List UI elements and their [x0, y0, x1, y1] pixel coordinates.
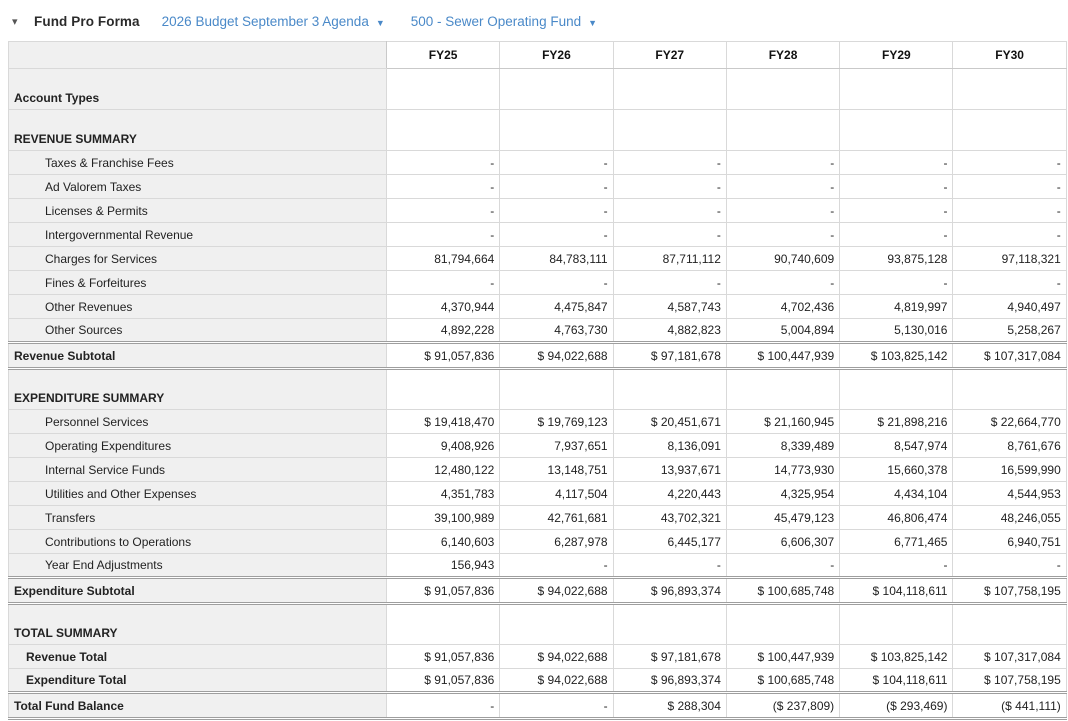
cell-value: $ 94,022,688 — [500, 645, 613, 669]
cell-value: - — [953, 223, 1066, 247]
cell-value: 42,761,681 — [500, 506, 613, 530]
cell-value: - — [387, 223, 500, 247]
row-label: TOTAL SUMMARY — [9, 604, 387, 645]
table-row — [9, 530, 1067, 554]
row-label: Other Sources — [9, 319, 387, 343]
cell-value — [500, 604, 613, 645]
cell-value: $ 103,825,142 — [840, 645, 953, 669]
cell-value: 4,702,436 — [726, 295, 839, 319]
cell-value: $ 100,447,939 — [726, 645, 839, 669]
column-header-fy27: FY27 — [613, 42, 726, 69]
cell-value: 4,220,443 — [613, 482, 726, 506]
cell-value: $ 96,893,374 — [613, 669, 726, 693]
cell-value: 4,892,228 — [387, 319, 500, 343]
table-row — [9, 110, 1067, 151]
collapse-section-icon[interactable]: ▾ — [12, 16, 18, 28]
table-row — [9, 434, 1067, 458]
cell-value: - — [387, 271, 500, 295]
cell-value: $ 21,898,216 — [840, 410, 953, 434]
cell-value: 4,940,497 — [953, 295, 1066, 319]
row-label: Year End Adjustments — [9, 554, 387, 578]
row-label: Expenditure Total — [9, 669, 387, 693]
cell-value: - — [500, 554, 613, 578]
cell-value — [726, 110, 839, 151]
cell-value: - — [387, 175, 500, 199]
cell-value — [840, 110, 953, 151]
cell-value: - — [953, 151, 1066, 175]
cell-value: $ 100,685,748 — [726, 578, 839, 604]
row-label: Taxes & Franchise Fees — [9, 151, 387, 175]
cell-value: $ 91,057,836 — [387, 343, 500, 369]
column-header-fy30: FY30 — [953, 42, 1066, 69]
table-row — [9, 458, 1067, 482]
cell-value: 4,475,847 — [500, 295, 613, 319]
table-row — [9, 482, 1067, 506]
table-row — [9, 343, 1067, 369]
cell-value: - — [953, 554, 1066, 578]
cell-value: $ 96,893,374 — [613, 578, 726, 604]
cell-value: 4,819,997 — [840, 295, 953, 319]
cell-value — [953, 369, 1066, 410]
cell-value: 16,599,990 — [953, 458, 1066, 482]
table-row — [9, 506, 1067, 530]
cell-value: 13,937,671 — [613, 458, 726, 482]
row-label: Other Revenues — [9, 295, 387, 319]
cell-value: 4,587,743 — [613, 295, 726, 319]
cell-value: $ 22,664,770 — [953, 410, 1066, 434]
cell-value: - — [500, 151, 613, 175]
cell-value — [613, 604, 726, 645]
cell-value: $ 104,118,611 — [840, 669, 953, 693]
cell-value: $ 91,057,836 — [387, 669, 500, 693]
cell-value: 156,943 — [387, 554, 500, 578]
cell-value: - — [500, 271, 613, 295]
cell-value: 5,130,016 — [840, 319, 953, 343]
row-label: REVENUE SUMMARY — [9, 110, 387, 151]
cell-value — [953, 604, 1066, 645]
cell-value — [387, 369, 500, 410]
cell-value: 46,806,474 — [840, 506, 953, 530]
cell-value: - — [953, 175, 1066, 199]
cell-value: - — [953, 271, 1066, 295]
cell-value: - — [953, 199, 1066, 223]
cell-value: $ 107,758,195 — [953, 578, 1066, 604]
cell-value: 14,773,930 — [726, 458, 839, 482]
cell-value — [953, 110, 1066, 151]
column-header-fy26: FY26 — [500, 42, 613, 69]
cell-value: ($ 237,809) — [726, 693, 839, 719]
cell-value — [840, 69, 953, 110]
topbar — [8, 8, 1068, 41]
cell-value — [613, 69, 726, 110]
cell-value: 4,325,954 — [726, 482, 839, 506]
cell-value: $ 97,181,678 — [613, 343, 726, 369]
cell-value: $ 107,317,084 — [953, 343, 1066, 369]
cell-value — [953, 69, 1066, 110]
cell-value: 45,479,123 — [726, 506, 839, 530]
cell-value: 84,783,111 — [500, 247, 613, 271]
fund-dropdown[interactable] — [411, 14, 597, 29]
cell-value: - — [387, 693, 500, 719]
cell-value: $ 91,057,836 — [387, 578, 500, 604]
row-label: Personnel Services — [9, 410, 387, 434]
cell-value: 87,711,112 — [613, 247, 726, 271]
cell-value: 4,370,944 — [387, 295, 500, 319]
row-label: Expenditure Subtotal — [9, 578, 387, 604]
cell-value: 8,761,676 — [953, 434, 1066, 458]
cell-value: - — [613, 175, 726, 199]
cell-value: - — [840, 151, 953, 175]
cell-value: $ 100,685,748 — [726, 669, 839, 693]
cell-value: 6,140,603 — [387, 530, 500, 554]
cell-value: - — [726, 175, 839, 199]
cell-value: - — [840, 554, 953, 578]
table-row — [9, 604, 1067, 645]
table-row — [9, 578, 1067, 604]
row-label: Fines & Forfeitures — [9, 271, 387, 295]
fund-dropdown-label: 500 - Sewer Operating Fund — [410, 14, 582, 29]
cell-value: 6,445,177 — [613, 530, 726, 554]
cell-value: $ 103,825,142 — [840, 343, 953, 369]
cell-value: $ 91,057,836 — [387, 645, 500, 669]
cell-value — [387, 110, 500, 151]
cell-value: 4,351,783 — [387, 482, 500, 506]
cell-value: ($ 441,111) — [953, 693, 1066, 719]
cell-value — [500, 110, 613, 151]
cell-value: - — [726, 271, 839, 295]
cell-value: 39,100,989 — [387, 506, 500, 530]
cell-value — [726, 69, 839, 110]
cell-value: - — [613, 223, 726, 247]
table-row — [9, 410, 1067, 434]
cell-value: - — [726, 151, 839, 175]
cell-value: 12,480,122 — [387, 458, 500, 482]
budget-version-dropdown-label: 2026 Budget September 3 Agenda — [161, 14, 369, 29]
row-label: Account Types — [9, 69, 387, 110]
cell-value: $ 94,022,688 — [500, 669, 613, 693]
row-label: Revenue Total — [9, 645, 387, 669]
row-label: Utilities and Other Expenses — [9, 482, 387, 506]
cell-value: 6,287,978 — [500, 530, 613, 554]
cell-value: - — [726, 199, 839, 223]
cell-value: - — [613, 199, 726, 223]
cell-value: 43,702,321 — [613, 506, 726, 530]
cell-value — [726, 369, 839, 410]
cell-value — [500, 69, 613, 110]
cell-value — [840, 604, 953, 645]
cell-value — [387, 604, 500, 645]
cell-value: $ 94,022,688 — [500, 343, 613, 369]
table-row — [9, 295, 1067, 319]
cell-value: 8,136,091 — [613, 434, 726, 458]
cell-value: - — [726, 223, 839, 247]
cell-value: - — [840, 271, 953, 295]
table-row — [9, 645, 1067, 669]
pro-forma-table — [8, 41, 1067, 720]
table-row — [9, 151, 1067, 175]
cell-value: - — [500, 693, 613, 719]
row-label: Transfers — [9, 506, 387, 530]
row-label: Licenses & Permits — [9, 199, 387, 223]
table-row — [9, 271, 1067, 295]
cell-value: $ 104,118,611 — [840, 578, 953, 604]
cell-value: $ 100,447,939 — [726, 343, 839, 369]
cell-value: 48,246,055 — [953, 506, 1066, 530]
cell-value: - — [840, 223, 953, 247]
row-label: Ad Valorem Taxes — [9, 175, 387, 199]
cell-value: 93,875,128 — [840, 247, 953, 271]
row-label: EXPENDITURE SUMMARY — [9, 369, 387, 410]
cell-value — [726, 604, 839, 645]
table-row — [9, 199, 1067, 223]
table-row — [9, 69, 1067, 110]
cell-value — [387, 69, 500, 110]
cell-value: - — [726, 554, 839, 578]
cell-value: 6,771,465 — [840, 530, 953, 554]
row-label: Contributions to Operations — [9, 530, 387, 554]
cell-value: 5,004,894 — [726, 319, 839, 343]
cell-value — [500, 369, 613, 410]
cell-value — [840, 369, 953, 410]
column-header-fy28: FY28 — [726, 42, 839, 69]
cell-value: 90,740,609 — [726, 247, 839, 271]
cell-value: - — [840, 175, 953, 199]
cell-value: - — [613, 151, 726, 175]
row-label: Operating Expenditures — [9, 434, 387, 458]
cell-value: 15,660,378 — [840, 458, 953, 482]
cell-value — [613, 369, 726, 410]
row-label: Revenue Subtotal — [9, 343, 387, 369]
column-header-fy25: FY25 — [387, 42, 500, 69]
cell-value: 13,148,751 — [500, 458, 613, 482]
cell-value: 4,117,504 — [500, 482, 613, 506]
cell-value: 81,794,664 — [387, 247, 500, 271]
table-row — [9, 669, 1067, 693]
cell-value: $ 19,418,470 — [387, 410, 500, 434]
cell-value: 97,118,321 — [953, 247, 1066, 271]
cell-value: $ 107,758,195 — [953, 669, 1066, 693]
cell-value: $ 288,304 — [613, 693, 726, 719]
cell-value: - — [613, 271, 726, 295]
cell-value: 4,882,823 — [613, 319, 726, 343]
chevron-down-icon: ▼ — [588, 17, 598, 28]
page-title: Fund Pro Forma — [34, 14, 140, 29]
cell-value: - — [613, 554, 726, 578]
row-label: Internal Service Funds — [9, 458, 387, 482]
cell-value: $ 94,022,688 — [500, 578, 613, 604]
row-label: Total Fund Balance — [9, 693, 387, 719]
cell-value: - — [500, 223, 613, 247]
cell-value: $ 21,160,945 — [726, 410, 839, 434]
table-row — [9, 175, 1067, 199]
table-row — [9, 223, 1067, 247]
cell-value: $ 107,317,084 — [953, 645, 1066, 669]
column-header-fy29: FY29 — [840, 42, 953, 69]
cell-value: ($ 293,469) — [840, 693, 953, 719]
chevron-down-icon: ▼ — [375, 17, 385, 28]
cell-value: 4,434,104 — [840, 482, 953, 506]
cell-value: $ 19,769,123 — [500, 410, 613, 434]
cell-value: 4,544,953 — [953, 482, 1066, 506]
cell-value — [613, 110, 726, 151]
row-label: Intergovernmental Revenue — [9, 223, 387, 247]
cell-value: 8,547,974 — [840, 434, 953, 458]
cell-value: $ 97,181,678 — [613, 645, 726, 669]
cell-value: - — [500, 175, 613, 199]
corner-cell — [9, 42, 387, 69]
budget-version-dropdown[interactable] — [162, 14, 385, 29]
cell-value: 9,408,926 — [387, 434, 500, 458]
cell-value: - — [387, 199, 500, 223]
table-row — [9, 693, 1067, 719]
table-row — [9, 319, 1067, 343]
row-label: Charges for Services — [9, 247, 387, 271]
cell-value: 4,763,730 — [500, 319, 613, 343]
table-row — [9, 554, 1067, 578]
cell-value: - — [387, 151, 500, 175]
cell-value: - — [500, 199, 613, 223]
table-row — [9, 247, 1067, 271]
table-row — [9, 369, 1067, 410]
cell-value: $ 20,451,671 — [613, 410, 726, 434]
cell-value: 7,937,651 — [500, 434, 613, 458]
cell-value: 8,339,489 — [726, 434, 839, 458]
cell-value: 6,940,751 — [953, 530, 1066, 554]
cell-value: 5,258,267 — [953, 319, 1066, 343]
cell-value: 6,606,307 — [726, 530, 839, 554]
cell-value: - — [840, 199, 953, 223]
table-head-row — [9, 42, 1067, 69]
